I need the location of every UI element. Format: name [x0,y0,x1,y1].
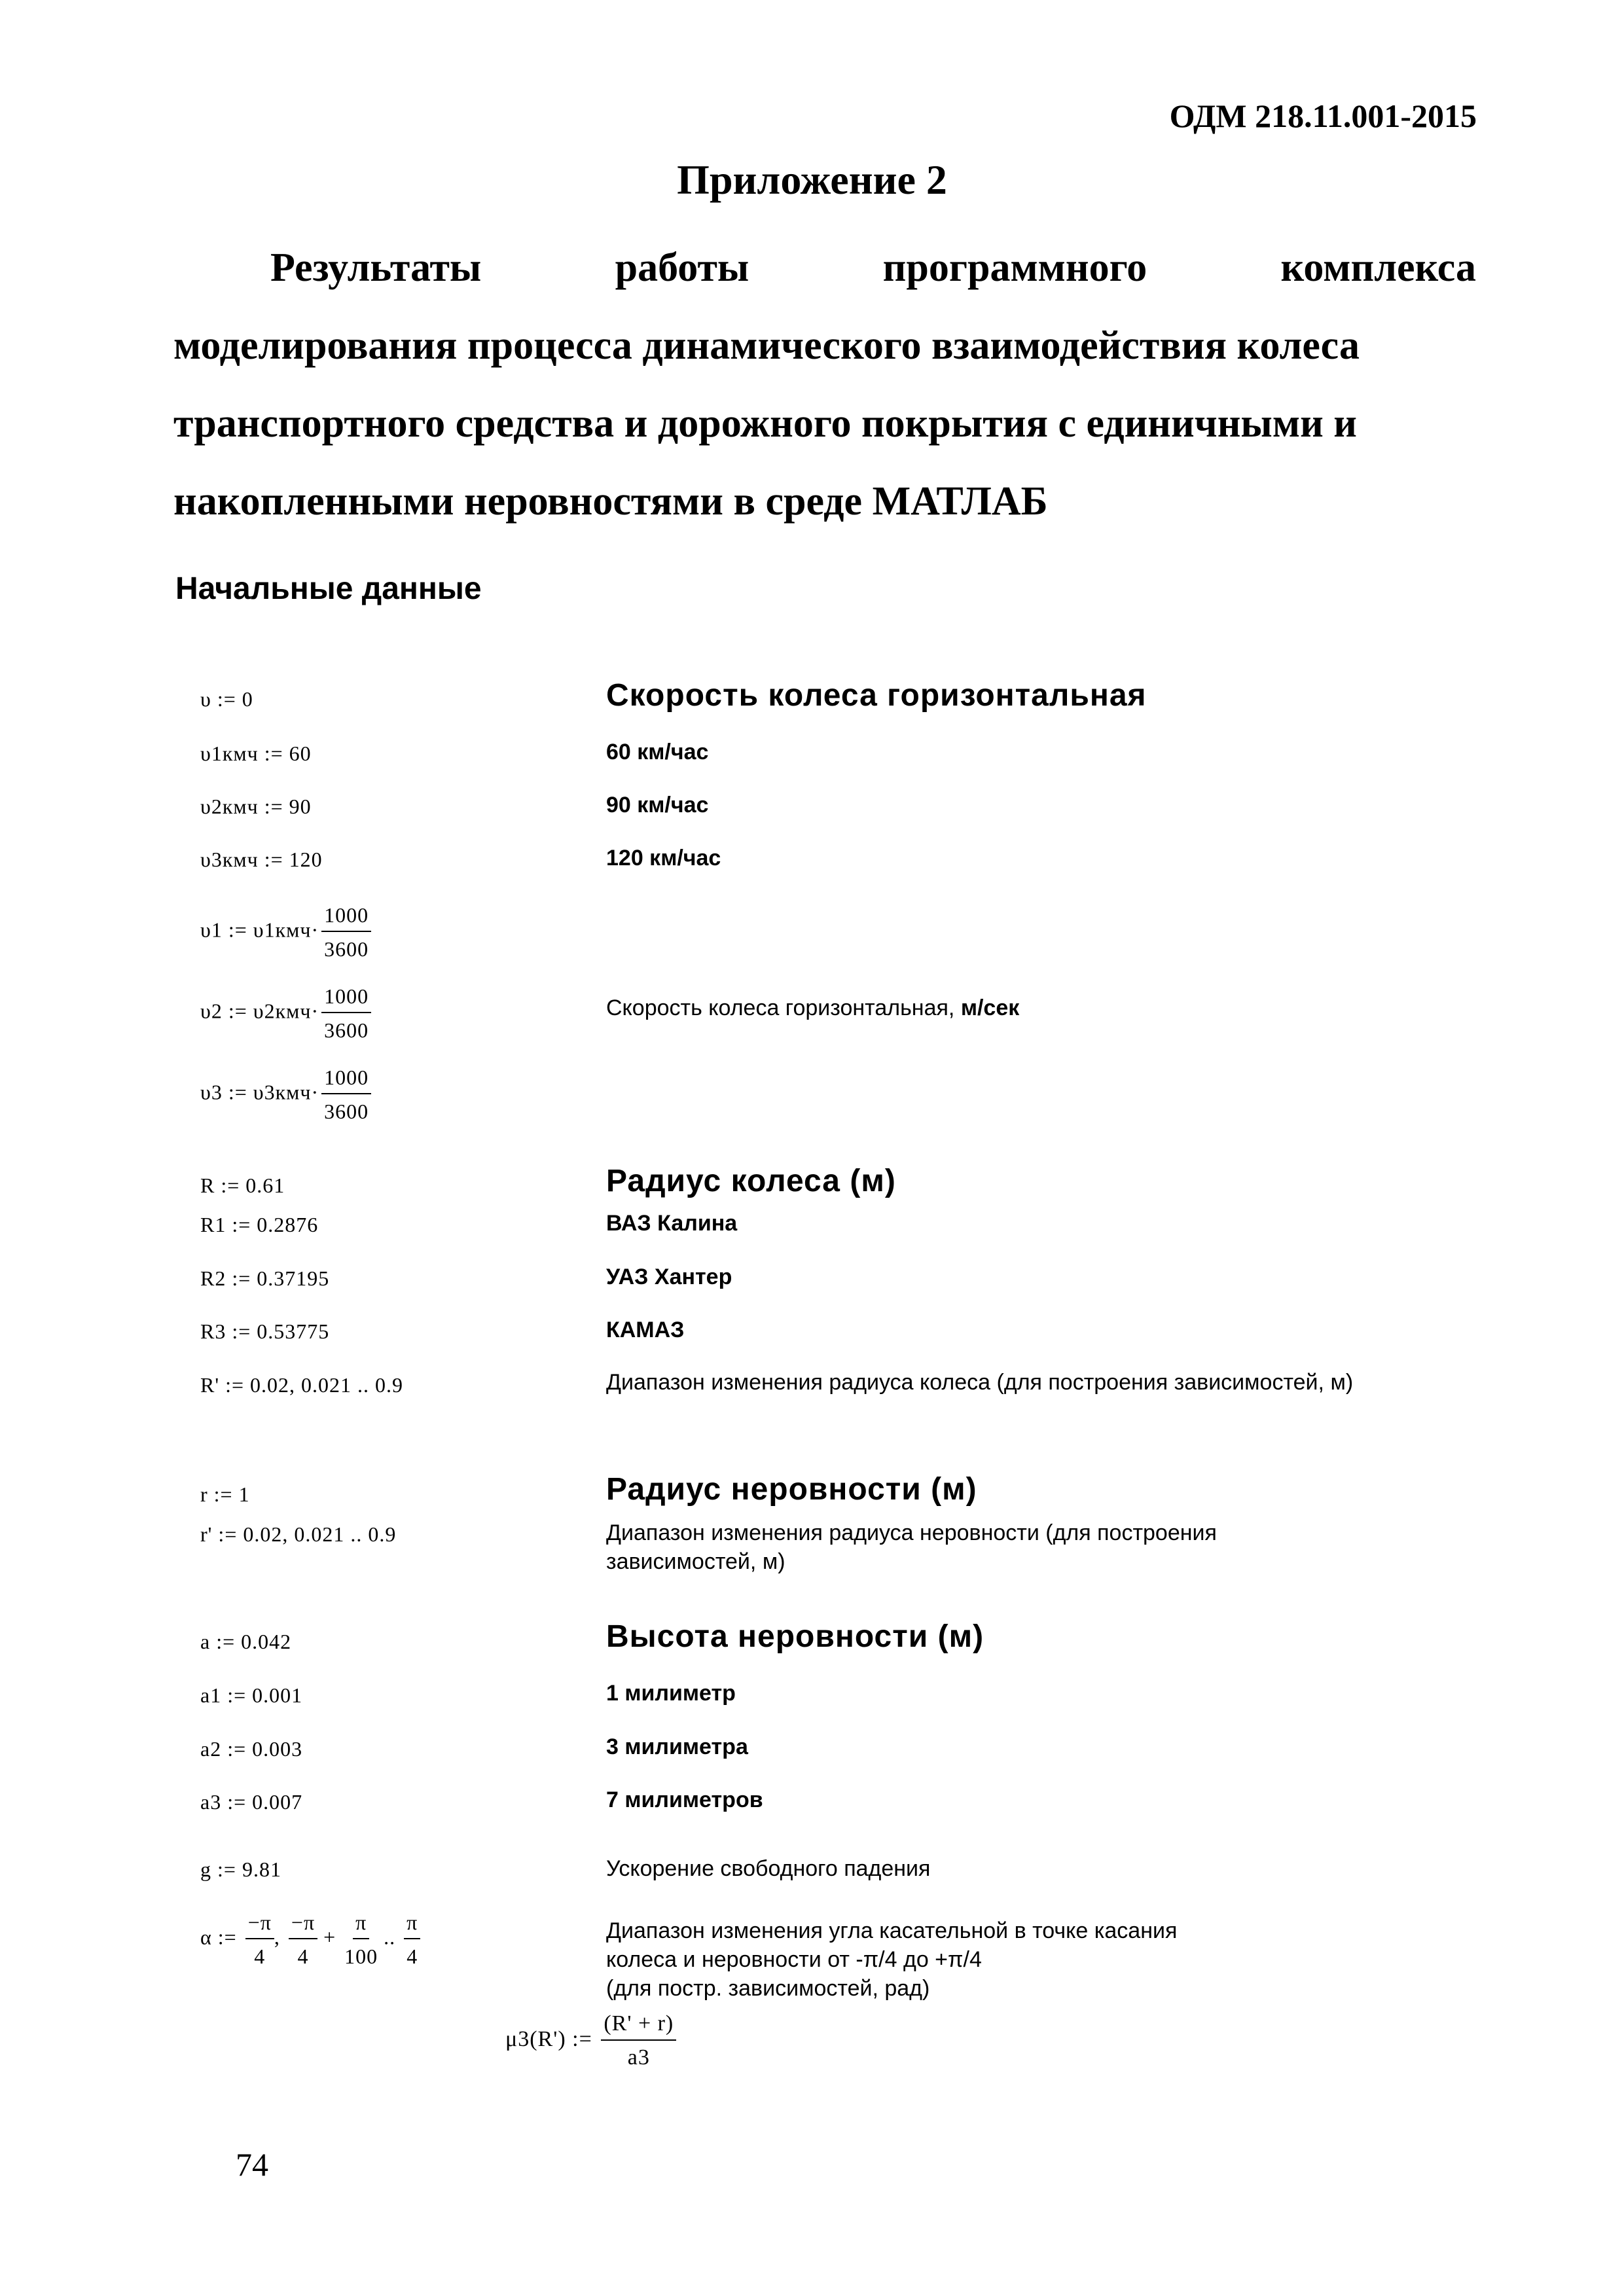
appendix-title: Приложение 2 [677,156,947,203]
label-speed-ms: Скорость колеса горизонтальная, м/сек [606,996,1020,1020]
formula-a3: a3 := 0.007 [200,1790,303,1814]
appendix-heading [173,229,1476,541]
formula-rp: r' := 0.02, 0.021 .. 0.9 [200,1522,397,1546]
label-120kmh: 120 км/час [606,846,721,870]
formula-Rp: R' := 0.02, 0.021 .. 0.9 [200,1373,404,1397]
formula-v2kmh: υ2кмч := 90 [200,795,312,818]
label-alpha-range: Диапазон изменения угла касательной в точке касания колеса и неровности от -π/4 до +π/4 (для постр. зависимостей, рад) [606,1918,1178,2001]
formula-mu3: μ3(R') := $\frac{(R' + r)}{a3}$ [505,2009,676,2072]
heading-rest: моделирования процесса динамического взаимодействия колеса транспортного средства и дорожного покрытия с единичными и накопленными неровностями в среде МАТЛАБ [173,323,1360,524]
label-wheel-radius-range: Диапазон изменения радиуса колеса (для построения зависимостей, м) [606,1370,1354,1395]
formula-a2: a2 := 0.003 [200,1737,303,1761]
label-60kmh: 60 км/час [606,740,709,764]
page-number: 74 [236,2146,268,2183]
formula-r: r := 1 [200,1482,250,1506]
formula-a: a := 0.042 [200,1630,292,1653]
label-wheel-radius: Радиус колеса (м) [606,1164,896,1198]
heading-word: работы [615,245,749,290]
label-vaz-kalina: ВАЗ Калина [606,1211,738,1236]
document-code: ОДМ 218.11.001-2015 [1169,98,1477,134]
heading-word: комплекса [1280,245,1476,290]
label-7mm: 7 милиметров [606,1787,763,1812]
formula-g: g := 9.81 [200,1857,281,1881]
formula-v2: υ2 := υ2кмч· $\frac{1000}{3600}$ [200,982,371,1045]
label-bump-radius-range: Диапазон изменения радиуса неровности (для построения зависимостей, м) [606,1520,1217,1574]
formula-a1: a1 := 0.001 [200,1683,303,1707]
formula-v1kmh: υ1кмч := 60 [200,742,312,765]
formula-R: R := 0.61 [200,1174,285,1197]
formula-v3kmh: υ3кмч := 120 [200,848,323,871]
label-speed-horizontal: Скорость колеса горизонтальная [606,678,1147,713]
formula-R3: R3 := 0.53775 [200,1319,330,1343]
heading-word: программного [882,245,1147,290]
label-1mm: 1 милиметр [606,1681,736,1706]
label-bump-height: Высота неровности (м) [606,1619,984,1654]
heading-first-line [173,229,1476,307]
formula-v1: υ1 := υ1кмч· $\frac{1000}{3600}$ [200,901,371,963]
label-gravity: Ускорение свободного падения [606,1856,931,1881]
formula-R1: R1 := 0.2876 [200,1213,319,1236]
section-title-initial-data: Начальные данные [175,571,482,606]
formula-alpha: α := $\frac{-\pi}{4}$ , $\frac{-\pi}{4}$ + $\frac{\pi}{100}$ .. $\frac{\pi}{4}$ [200,1908,420,1971]
label-bump-radius: Радиус неровности (м) [606,1472,977,1507]
heading-word: Результаты [270,245,482,290]
formula-R2: R2 := 0.37195 [200,1266,330,1290]
formula-v3: υ3 := υ3кмч· $\frac{1000}{3600}$ [200,1063,371,1126]
label-3mm: 3 милиметра [606,1734,748,1759]
label-90kmh: 90 км/час [606,793,709,817]
label-kamaz: КАМАЗ [606,1318,685,1342]
formula-v: υ := 0 [200,687,253,711]
label-uaz-hunter: УАЗ Хантер [606,1265,732,1289]
